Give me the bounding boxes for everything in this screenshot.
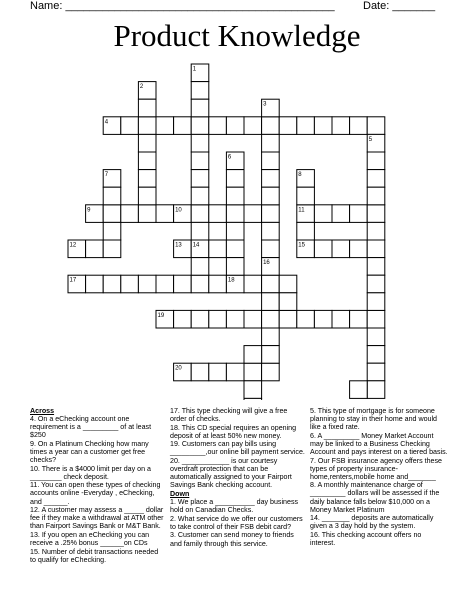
grid-cell[interactable] (191, 99, 209, 117)
grid-cell[interactable] (332, 205, 350, 223)
name-field-label[interactable]: Name: ____________________________________________ (30, 0, 335, 12)
grid-cell[interactable] (86, 275, 104, 293)
clue-down-2: 2. What service do we offer our customers to take control of their FSB debit card? (170, 514, 303, 531)
grid-number-11: 11 (298, 207, 305, 214)
grid-cell[interactable] (262, 240, 280, 258)
clue-across-13: 13. If you open an eChecking you can receive a .25% bonus ______on CDs (30, 530, 150, 547)
grid-cell[interactable] (367, 258, 385, 276)
grid-cell[interactable] (350, 117, 368, 135)
grid-cell[interactable] (121, 117, 139, 135)
grid-cell[interactable] (138, 275, 156, 293)
grid-cell[interactable] (191, 187, 209, 205)
grid-cell[interactable] (226, 187, 244, 205)
clue-across-19: 19. Customers can pay bills using _________,our online bill payment service. (170, 440, 305, 457)
grid-cell[interactable] (350, 205, 368, 223)
grid-cell[interactable] (367, 346, 385, 364)
grid-cell[interactable] (103, 240, 121, 258)
clue-across-20: 20. ____________ is our courtesy overdraft protection that can be automatically assigned to your Fairport Savings Bank checking account. (170, 457, 292, 490)
grid-cell[interactable] (279, 117, 297, 135)
grid-number-8: 8 (298, 172, 302, 179)
grid-cell[interactable] (332, 117, 350, 135)
grid-cell[interactable] (156, 275, 174, 293)
grid-number-7: 7 (104, 172, 109, 179)
grid-cell[interactable] (121, 275, 139, 293)
grid-number-18: 18 (227, 277, 235, 284)
grid-cell[interactable] (262, 346, 280, 364)
clue-down-16: 16. This checking account offers no interest. (310, 530, 422, 547)
page-title: Product Knowledge (113, 18, 361, 53)
grid-number-9: 9 (87, 207, 91, 214)
grid-cell[interactable] (367, 328, 385, 346)
grid-cell[interactable] (191, 170, 209, 188)
grid-cell[interactable] (226, 222, 244, 240)
grid-cell[interactable] (191, 134, 209, 152)
grid-number-20: 20 (175, 365, 182, 372)
grid-cell[interactable] (297, 117, 315, 135)
grid-cell[interactable] (174, 275, 192, 293)
grid-cell[interactable] (191, 117, 209, 135)
clue-across-18: 18. This CD special requires an opening deposit of at least 50% new money. (170, 423, 297, 440)
grid-cell[interactable] (209, 363, 227, 381)
grid-cell[interactable] (367, 363, 385, 381)
grid-cell[interactable] (297, 310, 315, 328)
grid-cell[interactable] (279, 293, 297, 311)
grid-cell[interactable] (279, 310, 297, 328)
grid-cell[interactable] (314, 205, 332, 223)
clue-across-12: 12. A customer may assess a _____ dollar fee if they make a withdrawal at ATM other than Fairport Savings Bank or M&T Bank. (30, 506, 164, 531)
grid-cell[interactable] (244, 205, 262, 223)
grid-cell[interactable] (262, 293, 280, 311)
grid-cell[interactable] (226, 170, 244, 188)
grid-cell[interactable] (103, 205, 121, 223)
grid-cell[interactable] (244, 275, 262, 293)
grid-cell[interactable] (138, 152, 156, 170)
grid-cell[interactable] (367, 222, 385, 240)
grid-cell[interactable] (244, 117, 262, 135)
grid-number-4: 4 (104, 119, 109, 126)
clue-down-5: 5. This type of mortgage is for someone planning to stay in their home and would like a fixed rate. (310, 407, 437, 432)
grid-cell[interactable] (297, 187, 315, 205)
grid-cell[interactable] (332, 310, 350, 328)
grid-cell[interactable] (191, 275, 209, 293)
grid-number-17: 17 (69, 277, 77, 284)
grid-cell[interactable] (350, 240, 368, 258)
grid-number-5: 5 (368, 136, 373, 143)
grid-cell[interactable] (138, 117, 156, 135)
grid-cell[interactable] (367, 275, 385, 293)
grid-cell[interactable] (262, 275, 280, 293)
grid-cell[interactable] (262, 134, 280, 152)
grid-cell[interactable] (191, 152, 209, 170)
grid-cell[interactable] (314, 310, 332, 328)
grid-cell[interactable] (209, 117, 227, 135)
grid-cell[interactable] (367, 381, 385, 399)
grid-cell[interactable] (86, 240, 104, 258)
grid-cell[interactable] (191, 363, 209, 381)
across-heading: Across (30, 407, 55, 415)
grid-cell[interactable] (367, 187, 385, 205)
grid-cell[interactable] (244, 398, 262, 400)
grid-cell[interactable] (156, 117, 174, 135)
grid-cell[interactable] (138, 134, 156, 152)
clue-across-11: 11. You can open these types of checking accounts online -Everyday , eChecking, and ______. (30, 481, 161, 506)
grid-cell[interactable] (138, 170, 156, 188)
clue-down-1: 1. We place a __________ day business hold on Canadian Checks. (170, 498, 299, 515)
grid-cell[interactable] (191, 82, 209, 100)
grid-cell[interactable] (367, 240, 385, 258)
date-field-label[interactable]: Date: _______ (363, 0, 436, 12)
grid-cell[interactable] (209, 275, 227, 293)
grid-cell[interactable] (244, 363, 262, 381)
grid-cell[interactable] (367, 205, 385, 223)
down-heading: Down (170, 489, 190, 498)
grid-cell[interactable] (367, 152, 385, 170)
grid-number-13: 13 (175, 242, 182, 249)
grid-number-6: 6 (227, 154, 232, 161)
grid-cell[interactable] (191, 205, 209, 223)
grid-cell[interactable] (297, 222, 315, 240)
grid-cell[interactable] (156, 205, 174, 223)
grid-cell[interactable] (314, 117, 332, 135)
grid-cell[interactable] (209, 205, 227, 223)
grid-cell[interactable] (332, 240, 350, 258)
grid-number-19: 19 (157, 312, 165, 319)
clue-down-7: 7. Our FSB insurance agency offers these types of property insurance-home,renters,mobile home and_______ (310, 456, 442, 481)
grid-cell[interactable] (191, 310, 209, 328)
clue-column-1 (30, 407, 165, 564)
grid-cell[interactable] (314, 240, 332, 258)
grid-cell[interactable] (367, 310, 385, 328)
clue-across-10: 10. There is a $4000 limit per day on a ________ check deposit. (30, 464, 151, 481)
grid-cell[interactable] (350, 310, 368, 328)
grid-cell[interactable] (226, 363, 244, 381)
grid-number-2: 2 (139, 84, 144, 91)
grid-cell[interactable] (174, 117, 192, 135)
grid-cell[interactable] (191, 258, 209, 276)
grid-cell[interactable] (103, 222, 121, 240)
grid-cell[interactable] (103, 187, 121, 205)
clue-down-6: 6. A _________ Money Market Account may be linked to a Business Checking Account and pays interest on a tiered basis. (310, 431, 448, 456)
grid-cell[interactable] (262, 222, 280, 240)
clue-down-3: 3. Customer can send money to friends and family through this service. (170, 531, 294, 548)
grid-cell[interactable] (367, 117, 385, 135)
clue-down-8: 8. A monthly maintenance charge of _________ dollars will be assessed if the daily balance falls below $10,000 on a Money Market Platinum (310, 481, 440, 514)
grid-cell[interactable] (279, 275, 297, 293)
grid-cell[interactable] (262, 363, 280, 381)
grid-cell[interactable] (121, 205, 139, 223)
clue-across-17: 17. This type checking will give a free order of checks. (170, 407, 288, 424)
grid-cell[interactable] (209, 240, 227, 258)
grid-cell[interactable] (244, 310, 262, 328)
grid-cell[interactable] (244, 381, 262, 399)
grid-cell[interactable] (191, 222, 209, 240)
grid-number-14: 14 (192, 242, 200, 249)
grid-cell[interactable] (367, 170, 385, 188)
clue-across-15: 15. Number of debit transactions needed to qualify for eChecking. (30, 547, 159, 564)
clue-across-9: 9. On a Platinum Checking how many times a year can a customer get free checks? (30, 439, 149, 465)
grid-cell[interactable] (226, 258, 244, 276)
grid-cell[interactable] (262, 310, 280, 328)
grid-cell[interactable] (138, 205, 156, 223)
clue-column-2 (170, 407, 305, 548)
grid-cell[interactable] (138, 99, 156, 117)
grid-cell[interactable] (262, 170, 280, 188)
grid-number-1: 1 (192, 66, 197, 73)
grid-number-3: 3 (263, 101, 267, 108)
grid-cell[interactable] (262, 152, 280, 170)
grid-cell[interactable] (174, 310, 192, 328)
grid-number-10: 10 (175, 207, 182, 214)
grid-cell[interactable] (226, 240, 244, 258)
grid-cell[interactable] (262, 187, 280, 205)
grid-cell[interactable] (226, 205, 244, 223)
grid-cell[interactable] (367, 293, 385, 311)
grid-cell[interactable] (244, 346, 262, 364)
grid-cell[interactable] (138, 187, 156, 205)
clue-column-3 (310, 407, 448, 548)
grid-cell[interactable] (226, 117, 244, 135)
grid-cell[interactable] (226, 310, 244, 328)
grid-number-16: 16 (263, 260, 270, 267)
grid-cell[interactable] (262, 205, 280, 223)
grid-cell[interactable] (209, 310, 227, 328)
clue-across-4: 4. On a eChecking account one requirement is a _________ of at least $250 (30, 415, 152, 440)
grid-number-12: 12 (69, 242, 77, 249)
grid-cell[interactable] (103, 275, 121, 293)
grid-cell[interactable] (262, 117, 280, 135)
grid-number-15: 15 (298, 242, 305, 249)
clue-down-14: 14. _______ deposits are automatically given a 3 day hold by the system. (310, 514, 434, 531)
grid-cell[interactable] (350, 381, 368, 399)
grid-cell[interactable] (262, 328, 280, 346)
